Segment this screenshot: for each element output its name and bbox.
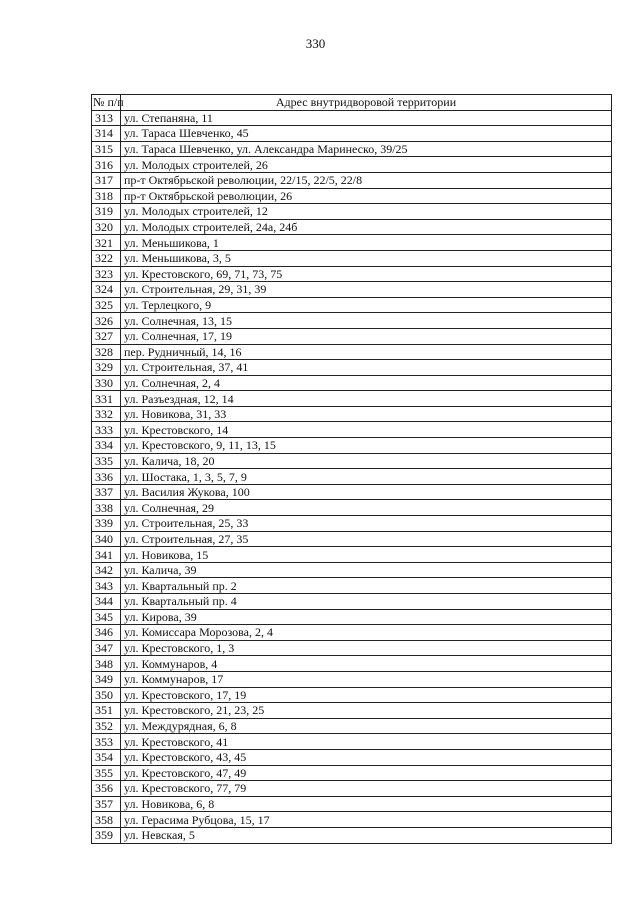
address-cell: ул. Солнечная, 13, 15 xyxy=(121,313,612,329)
table-row xyxy=(92,219,612,235)
address-table xyxy=(91,94,612,844)
table-row xyxy=(92,656,612,672)
table-row xyxy=(92,406,612,422)
address-cell: ул. Крестовского, 47, 49 xyxy=(121,765,612,781)
table-row xyxy=(92,640,612,656)
address-cell: ул. Крестовского, 43, 45 xyxy=(121,749,612,765)
address-cell: ул. Строительная, 25, 33 xyxy=(121,516,612,532)
address-cell: ул. Крестовского, 77, 79 xyxy=(121,781,612,797)
address-cell: ул. Крестовского, 14 xyxy=(121,422,612,438)
address-cell: ул. Тараса Шевченко, ул. Александра Маринеско, 39/25 xyxy=(121,141,612,157)
row-number-cell: 347 xyxy=(92,640,121,656)
address-cell: ул. Крестовского, 21, 23, 25 xyxy=(121,703,612,719)
address-cell: ул. Разъездная, 12, 14 xyxy=(121,391,612,407)
table-row xyxy=(92,625,612,641)
row-number-cell: 348 xyxy=(92,656,121,672)
address-cell: ул. Строительная, 37, 41 xyxy=(121,360,612,376)
address-cell: ул. Молодых строителей, 24а, 24б xyxy=(121,219,612,235)
table-row xyxy=(92,126,612,142)
table-row xyxy=(92,235,612,251)
table-row xyxy=(92,453,612,469)
address-cell: ул. Междурядная, 6, 8 xyxy=(121,718,612,734)
row-number-cell: 342 xyxy=(92,562,121,578)
row-number-cell: 313 xyxy=(92,110,121,126)
address-cell: ул. Меньшикова, 3, 5 xyxy=(121,250,612,266)
row-number-cell: 330 xyxy=(92,375,121,391)
row-number-cell: 324 xyxy=(92,282,121,298)
address-cell: ул. Крестовского, 17, 19 xyxy=(121,687,612,703)
address-cell: ул. Молодых строителей, 12 xyxy=(121,204,612,220)
row-number-cell: 358 xyxy=(92,812,121,828)
row-number-cell: 326 xyxy=(92,313,121,329)
row-number-cell: 320 xyxy=(92,219,121,235)
table-row xyxy=(92,297,612,313)
table-row xyxy=(92,578,612,594)
row-number-cell: 321 xyxy=(92,235,121,251)
table-row xyxy=(92,422,612,438)
address-cell: ул. Невская, 5 xyxy=(121,827,612,843)
row-number-cell: 344 xyxy=(92,594,121,610)
row-number-cell: 345 xyxy=(92,609,121,625)
row-number-cell: 328 xyxy=(92,344,121,360)
address-cell: ул. Строительная, 29, 31, 39 xyxy=(121,282,612,298)
address-cell: ул. Степаняна, 11 xyxy=(121,110,612,126)
table-row xyxy=(92,375,612,391)
table-row xyxy=(92,344,612,360)
address-cell: ул. Крестовского, 1, 3 xyxy=(121,640,612,656)
table-row xyxy=(92,749,612,765)
table-row xyxy=(92,547,612,563)
row-number-cell: 327 xyxy=(92,328,121,344)
row-number-cell: 351 xyxy=(92,703,121,719)
table-row xyxy=(92,141,612,157)
row-number-cell: 359 xyxy=(92,827,121,843)
table-row xyxy=(92,360,612,376)
table-row xyxy=(92,500,612,516)
address-cell: ул. Молодых строителей, 26 xyxy=(121,157,612,173)
address-cell: ул. Шостака, 1, 3, 5, 7, 9 xyxy=(121,469,612,485)
table-row xyxy=(92,391,612,407)
row-number-cell: 336 xyxy=(92,469,121,485)
address-cell: ул. Кирова, 39 xyxy=(121,609,612,625)
row-number-cell: 335 xyxy=(92,453,121,469)
address-cell: ул. Солнечная, 2, 4 xyxy=(121,375,612,391)
row-number-cell: 318 xyxy=(92,188,121,204)
row-number-cell: 316 xyxy=(92,157,121,173)
row-number-cell: 323 xyxy=(92,266,121,282)
table-body xyxy=(92,110,612,843)
table-row xyxy=(92,266,612,282)
address-cell: ул. Крестовского, 69, 71, 73, 75 xyxy=(121,266,612,282)
row-number-cell: 341 xyxy=(92,547,121,563)
row-number-cell: 352 xyxy=(92,718,121,734)
row-number-cell: 337 xyxy=(92,484,121,500)
table-row xyxy=(92,516,612,532)
row-number-cell: 339 xyxy=(92,516,121,532)
address-cell: ул. Василия Жукова, 100 xyxy=(121,484,612,500)
table-row xyxy=(92,609,612,625)
row-number-cell: 349 xyxy=(92,671,121,687)
address-cell: ул. Калича, 39 xyxy=(121,562,612,578)
address-cell: ул. Герасима Рубцова, 15, 17 xyxy=(121,812,612,828)
table-row xyxy=(92,703,612,719)
address-cell: ул. Комиссара Морозова, 2, 4 xyxy=(121,625,612,641)
page-number: 330 xyxy=(305,36,326,51)
address-cell: ул. Новикова, 31, 33 xyxy=(121,406,612,422)
row-number-cell: 357 xyxy=(92,796,121,812)
table-row xyxy=(92,484,612,500)
address-cell: ул. Калича, 18, 20 xyxy=(121,453,612,469)
table-header-row xyxy=(92,95,612,111)
row-number-cell: 340 xyxy=(92,531,121,547)
row-number-cell: 314 xyxy=(92,126,121,142)
table-row xyxy=(92,172,612,188)
address-cell: ул. Коммунаров, 17 xyxy=(121,671,612,687)
row-number-cell: 334 xyxy=(92,438,121,454)
row-number-cell: 333 xyxy=(92,422,121,438)
address-cell: ул. Квартальный пр. 2 xyxy=(121,578,612,594)
column-header-number: № п/п xyxy=(93,95,124,110)
table-row xyxy=(92,765,612,781)
address-cell: ул. Тараса Шевченко, 45 xyxy=(121,126,612,142)
row-number-cell: 350 xyxy=(92,687,121,703)
row-number-cell: 356 xyxy=(92,781,121,797)
table-row xyxy=(92,812,612,828)
address-cell: ул. Крестовского, 9, 11, 13, 15 xyxy=(121,438,612,454)
address-cell: ул. Новикова, 15 xyxy=(121,547,612,563)
table-row xyxy=(92,204,612,220)
address-cell: ул. Терлецкого, 9 xyxy=(121,297,612,313)
row-number-cell: 315 xyxy=(92,141,121,157)
table-row xyxy=(92,781,612,797)
table-row xyxy=(92,718,612,734)
table-row xyxy=(92,562,612,578)
column-header-address: Адрес внутридворовой территории xyxy=(121,95,612,111)
address-cell: пер. Рудничный, 14, 16 xyxy=(121,344,612,360)
table-row xyxy=(92,827,612,843)
row-number-cell: 322 xyxy=(92,250,121,266)
row-number-cell: 329 xyxy=(92,360,121,376)
table-row xyxy=(92,282,612,298)
address-cell: ул. Квартальный пр. 4 xyxy=(121,594,612,610)
row-number-cell: 317 xyxy=(92,172,121,188)
row-number-cell: 338 xyxy=(92,500,121,516)
table-row xyxy=(92,734,612,750)
address-cell: ул. Меньшикова, 1 xyxy=(121,235,612,251)
table-row xyxy=(92,469,612,485)
table-row xyxy=(92,188,612,204)
table-row xyxy=(92,250,612,266)
table-row xyxy=(92,594,612,610)
row-number-cell: 353 xyxy=(92,734,121,750)
address-cell: ул. Строительная, 27, 35 xyxy=(121,531,612,547)
row-number-cell: 354 xyxy=(92,749,121,765)
row-number-cell: 346 xyxy=(92,625,121,641)
table-row xyxy=(92,687,612,703)
address-cell: ул. Крестовского, 41 xyxy=(121,734,612,750)
table-row xyxy=(92,157,612,173)
table-row xyxy=(92,438,612,454)
row-number-cell: 332 xyxy=(92,406,121,422)
table-row xyxy=(92,328,612,344)
table-row xyxy=(92,671,612,687)
row-number-cell: 319 xyxy=(92,204,121,220)
row-number-cell: 343 xyxy=(92,578,121,594)
row-number-cell: 331 xyxy=(92,391,121,407)
table-row xyxy=(92,531,612,547)
table-row xyxy=(92,110,612,126)
table-row xyxy=(92,313,612,329)
address-cell: пр-т Октябрьской революции, 26 xyxy=(121,188,612,204)
row-number-cell: 355 xyxy=(92,765,121,781)
address-cell: ул. Коммунаров, 4 xyxy=(121,656,612,672)
table-row xyxy=(92,796,612,812)
row-number-cell: 325 xyxy=(92,297,121,313)
address-cell: ул. Солнечная, 29 xyxy=(121,500,612,516)
address-cell: ул. Новикова, 6, 8 xyxy=(121,796,612,812)
address-cell: ул. Солнечная, 17, 19 xyxy=(121,328,612,344)
address-cell: пр-т Октябрьской революции, 22/15, 22/5, 22/8 xyxy=(121,172,612,188)
